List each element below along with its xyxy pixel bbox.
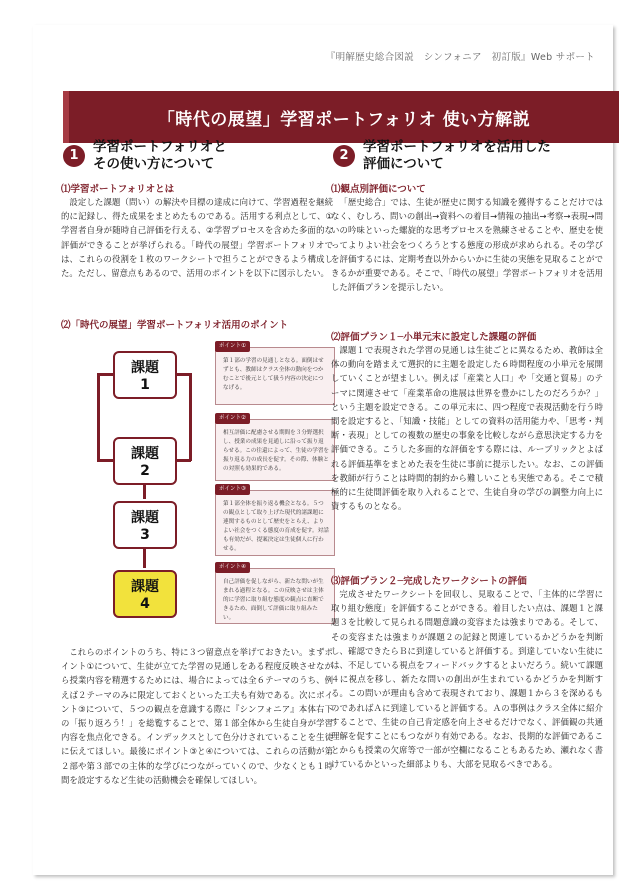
section1-subheading1: ⑴学習ポートフォリオとは (61, 184, 175, 195)
section2-heading (333, 139, 551, 173)
point-text-2: 相互評価に配慮させる期間を３分野選択し、授業の成果を見通しに沿って振り返らせる。この往還によって、生徒の学習を振り返る力の成長を促す。その際、体験との対照も効果的である。 (223, 430, 330, 472)
arrow-2-to-3 (143, 485, 146, 499)
title-band (63, 91, 619, 143)
point-note-3 (215, 486, 335, 556)
point-tag-3: ポイント③ (215, 484, 250, 495)
point-tag-2: ポイント② (215, 413, 250, 424)
section2-paragraph3: 完成させたワークシートを回収し、見取ることで、「主体的に学習に取り組む態度」を評価することができる。着目したい点は、課題１と課題３を比較して見られる問題意識の変容または強まりである。そして、その変容または強まりが課題２の記録と関連しているかどうかを判断し、確認できたらＢに到達していると評価する。到達していない生徒には、不足している視点をフィードバックするとよいだろう。続いて課題４に視点を移し、新たな問いの創出が生まれているかどうかを判断する。この問いが理由も含めて表現されており、課題１から３を深めるものであればＡに到達していると評価する。Ａの事例はクラス全体に紹介することで、生徒の自己肯定感を向上させるだけでなく、評価観の共通理解を促すことにもつながり有効である。なお、長期的な評価であることからも授業の欠席等で一部が空欄になることもあるため、瀬れなく書けているかといった細部よりも、大部を見取るべきである。 (331, 589, 603, 770)
section1-title-line1: 学習ポートフォリオと (93, 139, 227, 155)
point-note-4 (215, 564, 335, 624)
task-box-3-label: 課題 (131, 510, 159, 526)
task-box-2-label: 課題 (131, 446, 159, 462)
task-box-4 (113, 570, 177, 618)
task-box-3-number: 3 (140, 527, 150, 543)
point-text-3: 第１部全体を振り返る機会となる。５つの観点として取り上げた現代的諸課題に連関するものとして歴史をとらえ、よりよい社会をつくる態度の育成を促す。対話も有効だが、提案決定は生徒個人に行わせる。 (223, 501, 329, 552)
section1-title (93, 139, 227, 173)
section1-number: 1 (63, 145, 85, 167)
point-text-4: 自己評価を促しながら、新たな問いが生まれる過程となる。この反映させは主体的に学習に取り組む態度の観点に直断できるため、面倒して評価に取り組みたい。 (223, 579, 324, 621)
section2-paragraph2: 課題１で表現された学習の見通しは生徒ごとに異なるため、教師は全体の動向を踏まえて選択的に主題を設定した６時間程度の小単元を展開していくことが望ましい。例えば「産業と人口」や「交通と貿易」のテーマに関連させて「産業革命の進展は世界を豊かにしたのだろうか？」という主題を設定できる。この単元末に、四つ程度で表現活動を行う時間を設定すると、「知識・技能」としての資料の活用能力や、「思考・判断・表現」としての複数の歴史の事象を比較しながら意思決定する力を評価できる。こうした多面的な評価をする際には、ルーブリックとよばれる評価基準をまとめた表を生徒に事前に提示したい。なお、この評価を教師が行うことは時間的制約から難しいことも実態である。そこで積極的に生徒間評価を取り入れることで、生徒自身の学びの調整力向上に資するものとなる。 (331, 345, 603, 512)
section2-paragraph1: 「歴史総合」では、生徒が歴史に関する知識を獲得することだけではなく、むしろ、問いの創出→資料への着目→情報の抽出→考察→表現→問いの吟味といった螺旋的な思考プロセスを熟練させることや、歴史を使ってよりよい社会をつくろうとする態度の形成が求められる。その学びを評価するには、定期考査以外からいかに生徒の実態を見取ることができるかが重要である。そこで、「時代の展望」学習ポートフォリオを活用した評価プランを提示したい。 (331, 197, 603, 293)
section2-subheading3: ⑶評価プラン２─完成したワークシートの評価 (331, 576, 527, 587)
section2-title-line1: 学習ポートフォリオを活用した (363, 139, 551, 155)
point-text-1: 第１部の学習の見通しとなる。面倒はせずとも、教師はクラス全体の動向をつかむことで後元として扱う内容の決定につなげる。 (223, 358, 324, 391)
task-box-4-number: 4 (140, 596, 150, 612)
point-tag-4: ポイント④ (215, 562, 250, 573)
arrow-3-to-4 (143, 549, 146, 568)
header-note: 『明解歴史総合図説 シンフォニア 初訂版』Web サポート (325, 52, 595, 63)
task-box-1-number: 1 (140, 377, 150, 393)
point-tag-1: ポイント① (215, 341, 250, 352)
section2-subheading1: ⑴観点別評価について (331, 184, 426, 195)
task-box-2-number: 2 (140, 463, 150, 479)
section2-title-line2: 評価について (363, 156, 444, 172)
section2-number: 2 (333, 145, 355, 167)
section1-heading (63, 139, 227, 173)
loop-line-bottom (97, 459, 113, 462)
loop-line-right (189, 373, 192, 461)
task-box-1-label: 課題 (131, 360, 159, 376)
section1-title-line2: その使い方について (93, 156, 215, 172)
section2-title (363, 139, 551, 173)
task-box-3 (113, 501, 177, 549)
section1-subheading2: ⑵「時代の展望」学習ポートフォリオ活用のポイント (61, 320, 289, 331)
task-box-4-label: 課題 (131, 579, 159, 595)
document-page (33, 25, 613, 875)
task-box-2 (113, 437, 177, 485)
page-title: 「時代の展望」学習ポートフォリオ 使い方解説 (157, 110, 531, 130)
loop-line-left (97, 373, 100, 461)
point-note-2 (215, 415, 335, 481)
section1-paragraph2: これらのポイントのうち、特に３つ留意点を挙げておきたい。まずポイント①について、生徒が立てた学習の見通しをある程度反映させながら授業内容を精選するためには、場合によっては全６テーマのうち、例えば２テーマのみに限定しておくといった工夫も有効である。次にポイント③について、５つの観点を意識する際に『シンフォニア』本体右下の「振り返ろう！」を総覧することで、第１部全体から生徒自身が学習内容を焦点化できる。インデックスとして色分けされていることを生徒に伝えてほしい。最後にポイント③と④については、これらの活動が第２部や第３部での主体的な学びにつながっていくので、少なくとも１時間を設定するなど生徒の活動機会を確保してほしい。 (61, 647, 333, 785)
section2-subheading2: ⑵評価プラン１─小単元末に設定した課題の評価 (331, 332, 537, 343)
section1-paragraph1: 設定した課題（問い）の解決や目標の達成に向けて、学習過程を継続的に記録し、得た成果をまとめたものである。活用する利点として、①学習者自身が随時自己評価を行える、②学習プロセスを含めた多面的な評価ができることが挙げられる。「時代の展望」学習ポートフォリオでは、これらの役割を１枚のワークシートで担うことができるよう構成した。ただし、留意点もあるので、活用のポイントを以下に図示したい。 (61, 197, 333, 279)
task-box-1 (113, 351, 177, 399)
point-note-1 (215, 343, 335, 405)
loop-line-bottom-right (177, 459, 191, 462)
